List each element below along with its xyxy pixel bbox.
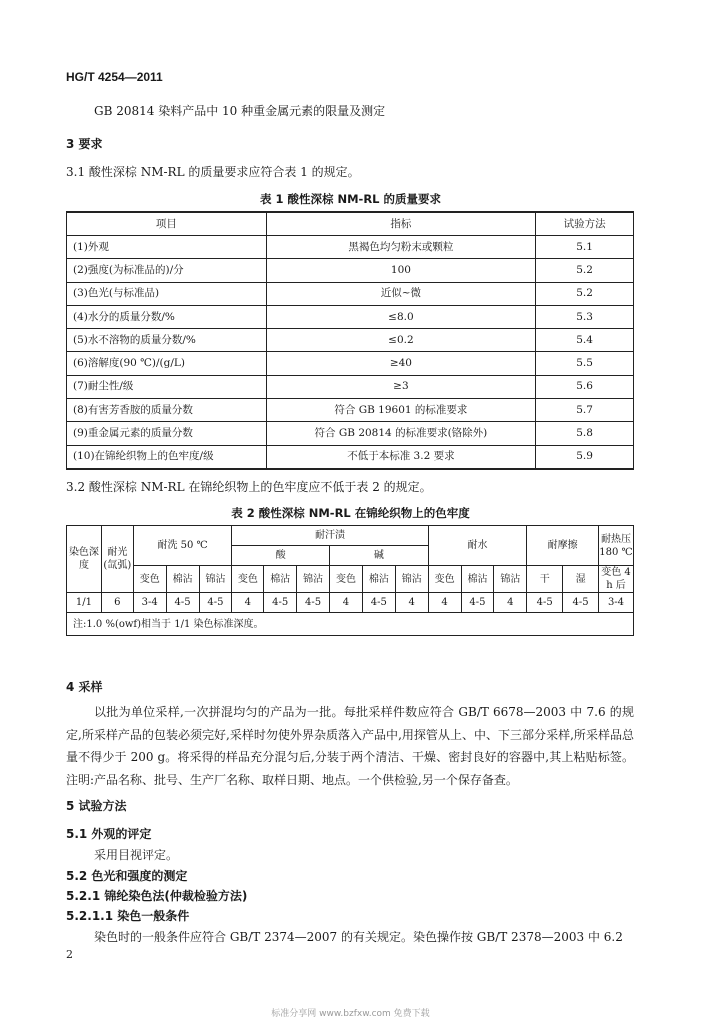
section-4-title: 4 采样 [66,680,103,694]
table2-caption: 表 2 酸性深棕 NM-RL 在锦纶织物上的色牢度 [231,506,470,520]
table2-header-alkali: 碱 [330,546,429,566]
table2-header-wash: 耐洗 50 ℃ [133,526,232,566]
table1-cell: (4)水分的质量分数/% [67,305,267,328]
table1-cell: (9)重金属元素的质量分数 [67,422,267,445]
table1-cell: 5.9 [536,445,634,469]
table1-cell: 5.1 [536,236,634,259]
table2-note: 注:1.0 %(owf)相当于 1/1 染色标准深度。 [67,613,634,636]
table1-cell: 黑褐色均匀粉末或颗粒 [266,236,535,259]
table2-header-rub: 耐摩擦 [527,526,599,566]
table1-cell: (8)有害芳香胺的质量分数 [67,399,267,422]
table2-cell: 4-5 [199,593,232,613]
table2-header-acid: 酸 [232,546,330,566]
table1-cell: (3)色光(与标准品) [67,282,267,305]
table1-cell: (7)耐尘性/级 [67,375,267,398]
table2-cell: 3-4 [599,593,634,613]
table2-sub-header: 棉沾 [461,566,494,593]
table1-cell: 符合 GB 19601 的标准要求 [266,399,535,422]
clause-5-1: 5.1 外观的评定 [66,827,152,841]
table1-cell: ≥3 [266,375,535,398]
table1-caption: 表 1 酸性深棕 NM-RL 的质量要求 [259,192,442,206]
table2-cell: 4-5 [264,593,297,613]
color-fastness-table [66,525,634,636]
table-row [67,282,634,305]
table2-sub-header: 变色 [330,566,363,593]
clause-5-1-body: 采用目视评定。 [94,848,179,862]
table2-sub-header: 棉沾 [362,566,395,593]
table-row [67,329,634,352]
table2-sub-header: 变色 [133,566,166,593]
table-row [67,399,634,422]
table2-sub-header: 棉沾 [264,566,297,593]
table1-cell: ≤8.0 [266,305,535,328]
table2-cell: 4-5 [362,593,395,613]
table2-header-row [67,566,634,593]
page-number: 2 [66,948,73,961]
table1-header-item: 项目 [67,212,267,236]
table2-sub-header: 变色 4 h 后 [599,566,634,593]
table2-sub-header: 变色 [428,566,461,593]
clause-3-2: 3.2 酸性深棕 NM-RL 在锦纶织物上的色牢度应不低于表 2 的规定。 [66,480,432,494]
table2-cell: 4 [330,593,363,613]
table2-header-sweat: 耐汗渍 [232,526,428,546]
table2-sub-header: 锦沾 [395,566,428,593]
table2-cell: 4-5 [527,593,563,613]
table1-cell: (6)溶解度(90 ℃)/(g/L) [67,352,267,375]
table2-cell: 1/1 [67,593,102,613]
clause-5-2: 5.2 色光和强度的测定 [66,869,188,883]
table1-cell: 5.7 [536,399,634,422]
table2-cell: 4-5 [461,593,494,613]
clause-5-2-1-1-body: 染色时的一般条件应符合 GB/T 2374—2007 的有关规定。染色操作按 GB/T 2378—2003 中 6.2 [94,930,623,944]
table-row [67,422,634,445]
table2-header-dye-depth: 染色深度 [67,526,102,593]
table1-cell: 符合 GB 20814 的标准要求(铬除外) [266,422,535,445]
table1-cell: (2)强度(为标准品的)/分 [67,259,267,282]
table2-cell: 3-4 [133,593,166,613]
table2-header-hot-press: 耐热压 180 ℃ [599,526,634,566]
clause-5-2-1: 5.2.1 锦纶染色法(仲裁检验方法) [66,889,248,903]
table2-header-water: 耐水 [428,526,527,566]
table2-cell: 4-5 [166,593,199,613]
table-row [67,352,634,375]
table2-cell: 4 [428,593,461,613]
section-5-title: 5 试验方法 [66,799,127,813]
section-3-title: 3 要求 [66,137,103,151]
table1-header-method: 试验方法 [536,212,634,236]
table2-cell: 6 [101,593,133,613]
table1-cell: 5.3 [536,305,634,328]
table1-header-row [67,212,634,236]
table1-cell: 100 [266,259,535,282]
table1-cell: (1)外观 [67,236,267,259]
table-row [67,445,634,469]
table1-cell: 不低于本标准 3.2 要求 [266,445,535,469]
table-row [67,375,634,398]
table2-cell: 4-5 [297,593,330,613]
standard-code-header: HG/T 4254—2011 [66,70,163,84]
table1-cell: ≥40 [266,352,535,375]
table2-sub-header: 干 [527,566,563,593]
table2-sub-header: 锦沾 [297,566,330,593]
table2-note-row [67,613,634,636]
table1-cell: 近似~微 [266,282,535,305]
quality-requirements-table [66,211,634,470]
table1-cell: ≤0.2 [266,329,535,352]
table-row [67,305,634,328]
table2-sub-header: 锦沾 [199,566,232,593]
table2-sub-header: 棉沾 [166,566,199,593]
table1-cell: 5.5 [536,352,634,375]
table1-cell: 5.4 [536,329,634,352]
reference-gb20814: GB 20814 染料产品中 10 种重金属元素的限量及测定 [94,104,386,118]
table2-sub-header: 锦沾 [494,566,527,593]
table1-cell: 5.6 [536,375,634,398]
table2-cell: 4-5 [563,593,599,613]
table2-sub-header: 变色 [232,566,264,593]
table1-cell: (5)水不溶物的质量分数/% [67,329,267,352]
table2-cell: 4 [395,593,428,613]
table2-sub-header: 湿 [563,566,599,593]
table-row [67,593,634,613]
table2-header-light: 耐光(氙弧) [101,526,133,593]
table2-cell: 4 [232,593,264,613]
table1-header-spec: 指标 [266,212,535,236]
table1-cell: 5.2 [536,282,634,305]
table2-header-row [67,526,634,546]
clause-5-2-1-1: 5.2.1.1 染色一般条件 [66,909,190,923]
table1-cell: (10)在锦纶织物上的色牢度/级 [67,445,267,469]
table1-cell: 5.8 [536,422,634,445]
table-row [67,259,634,282]
watermark: 标准分享网 www.bzfxw.com 免费下载 [271,1009,430,1019]
section-4-body: 以批为单位采样,一次拼混均匀的产品为一批。每批采样件数应符合 GB/T 6678—2003 中 7.6 的规定,所采样产品的包装必须完好,采样时勿使外界杂质落入产品中,用探管从上、中、下三部分采样,所采样品总量不得少于 200 g。将采得的样品充分混匀后,分装于两个清洁、干燥、密封良好的容器中,其上粘贴标签。注明:产品名称、批号、生产厂名称、取样日期、地点。一个供检验,另一个保存备查。 [66,705,634,787]
table2-cell: 4 [494,593,527,613]
table1-cell: 5.2 [536,259,634,282]
clause-3-1: 3.1 酸性深棕 NM-RL 的质量要求应符合表 1 的规定。 [66,165,360,179]
table-row [67,236,634,259]
